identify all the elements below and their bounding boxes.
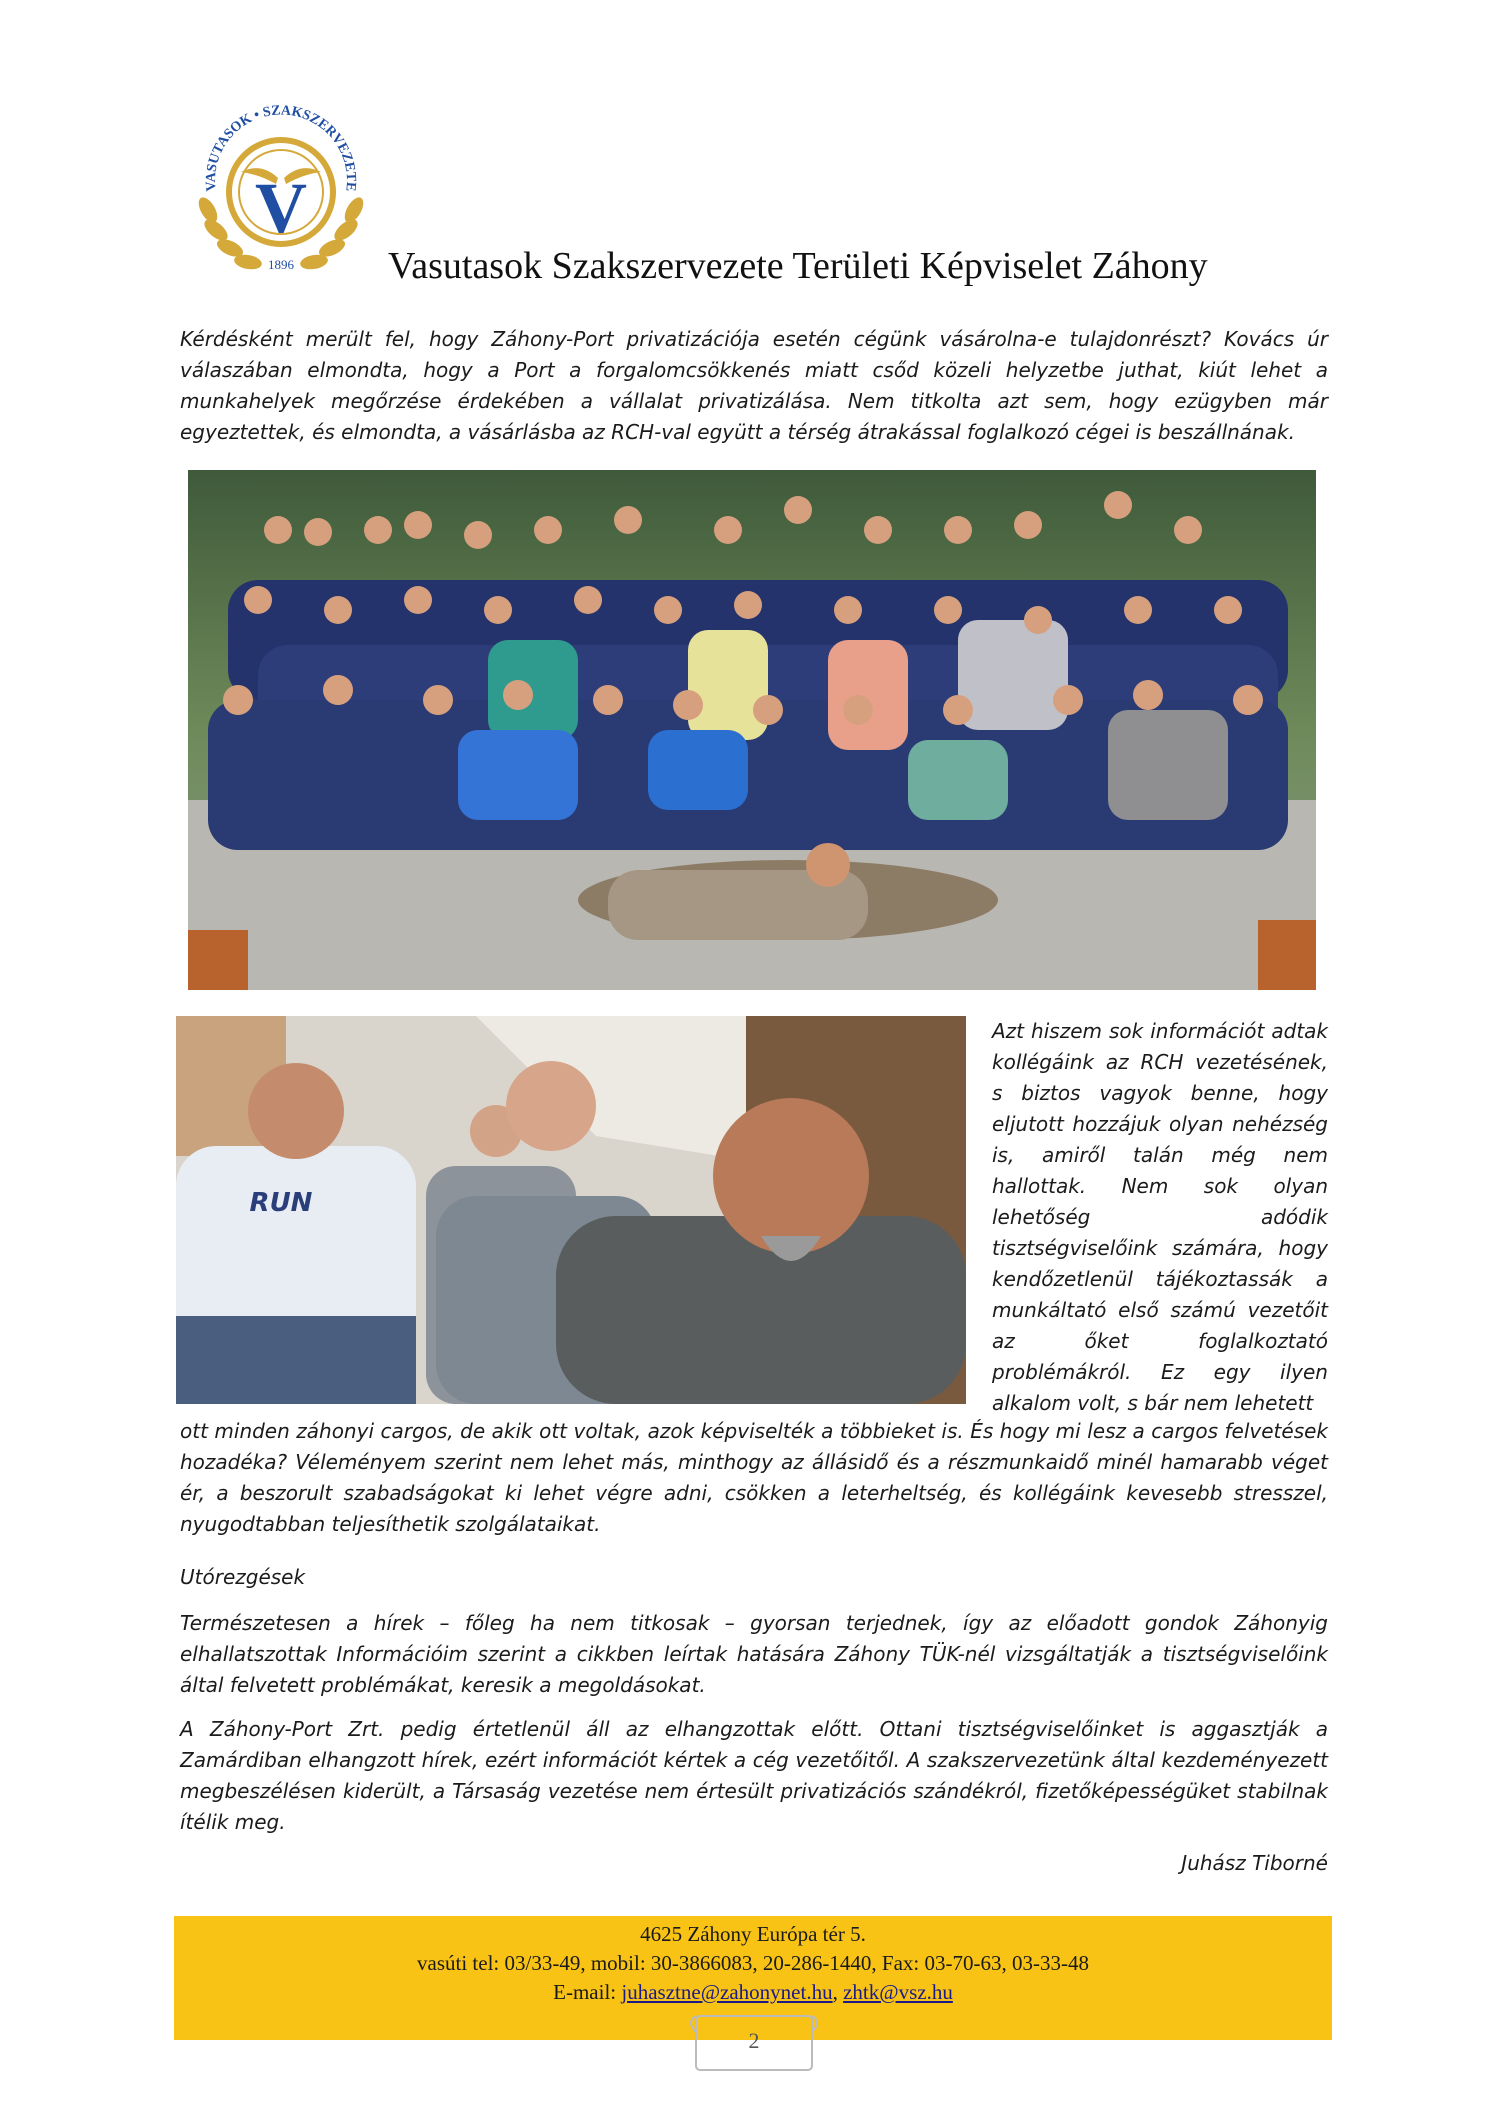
footer-phones: vasúti tel: 03/33-49, mobil: 30-3866083, 20-286-1440, Fax: 03-70-63, 03-33-48 [417,1951,1089,1975]
meeting-photo [176,1016,966,1404]
paragraph-4: Természetesen a hírek – főleg ha nem titkosak – gyorsan terjednek, így az előadott gondok Záhonyig elhallatszottak Információim szerint a cikkben leírtak hatására Záhony TÜK-nél vizsgáltatják a tisztségviselőink által felvetett problémákat, keresik a megoldásokat. [180,1611,1328,1697]
page-title: Vasutasok Szakszervezete Területi Képviselet Záhony [388,245,1208,287]
signature: Juhász Tiborné [1181,1851,1328,1875]
email-separator: , [832,1980,844,2004]
section-heading: Utórezgések [180,1565,306,1589]
shirt-text: RUN [249,1188,313,1218]
page-number-scroll [686,2010,822,2080]
email-label: E-mail: [553,1980,622,2004]
page-number: 2 [748,2028,760,2053]
footer-email-line [174,1978,1332,2007]
footer-address: 4625 Záhony Európa tér 5. [640,1922,866,1946]
group-photo [188,470,1316,990]
union-logo [186,82,376,282]
svg-text:V: V [255,168,307,248]
email-link-juhasztne[interactable]: juhasztne@zahonynet.hu [621,1980,833,2004]
paragraph-3: ott minden záhonyi cargos, de akik ott voltak, azok képviselték a többieket is. És hogy mi lesz a cargos felvetések hozadéka? Véleményem szerint nem lehet más, minthogy az állásidő és a részmunkaidő minél hamarabb véget ér, a beszorult szabadságokat ki lehet végre adni, csökken a leterheltség, és kollégáink kevesebb stresszel, nyugodtabban teljesíthetik szolgálataikat. [180,1419,1328,1536]
paragraph-1: Kérdésként merült fel, hogy Záhony-Port privatizációja esetén cégünk vásárolna-e tulajdonrészt? Kovács úr válaszában elmondta, hogy a Port a forgalomcsökkenés miatt csőd közeli helyzetbe juthat, kiút lehet a munkahelyek megőrzése érdekében a vállalat privatizálása. Nem titkolta azt sem, hogy ezügyben már egyeztettek, és elmondta, a vásárlásba az RCH-val együtt a térség átrakással foglalkozó cégei is beszállnának. [180,327,1328,444]
paragraph-2: Azt hiszem sok információt adtak kollégáink az RCH vezetésének, s biztos vagyok benne, hogy eljutott hozzájuk olyan nehézség is, amiről talán még nem hallottak. Nem sok olyan lehetőség adódik tisztségviselőink számára, hogy kendőzetlenül tájékoztassák a munkáltató első számú vezetőit az őket foglalkoztató problémákról. Ez egy ilyen alkalom volt, s bár nem lehetett [992,1019,1328,1415]
svg-text:VASUTASOK • SZAKSZERVEZETE: VASUTASOK • SZAKSZERVEZETE [203,103,359,192]
email-link-zhtk[interactable]: zhtk@vsz.hu [843,1980,953,2004]
paragraph-5: A Záhony-Port Zrt. pedig értetlenül áll az elhangzottak előtt. Ottani tisztségviselőinket is aggasztják a Zamárdiban elhangzott hírek, ezért információt kértek a cég vezetőitől. A szakszervezetünk által kezdeményezett megbeszélésen kiderült, a Társaság vezetése nem értesült privatizációs szándékról, fizetőképességüket stabilnak ítélik meg. [180,1717,1328,1834]
svg-text:1896: 1896 [268,257,294,272]
